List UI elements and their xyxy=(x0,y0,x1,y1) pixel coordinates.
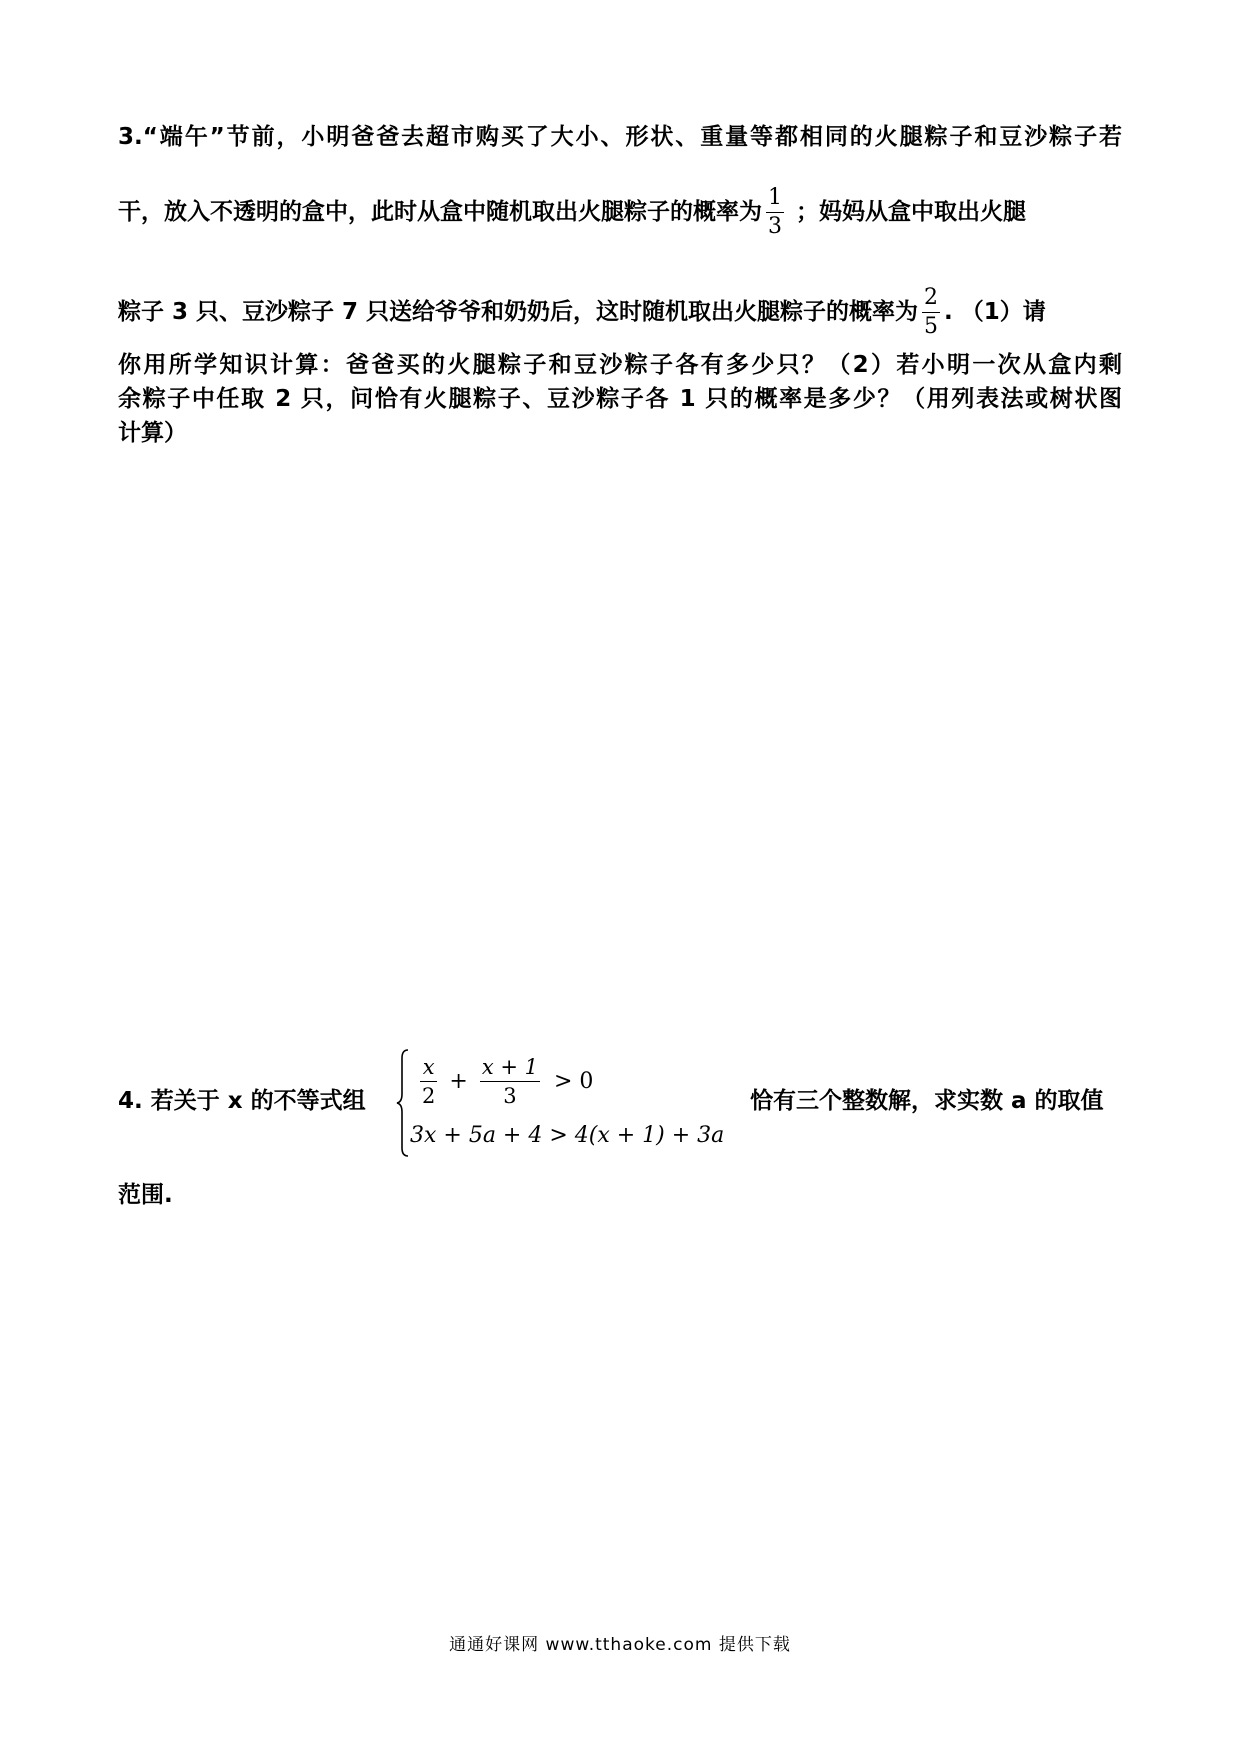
left-brace-icon xyxy=(396,1048,410,1158)
page-footer: 通通好课网 www.tthaoke.com 提供下载 xyxy=(449,1635,791,1655)
fraction-bar xyxy=(480,1081,540,1082)
q4-lead xyxy=(118,1086,366,1116)
fraction-numerator: 2 xyxy=(924,285,939,310)
fraction-bar xyxy=(922,312,940,313)
fraction-denominator: 3 xyxy=(768,214,782,239)
fraction-numerator: 1 xyxy=(768,185,782,210)
q3-line-3-text-b: . （1）请 xyxy=(944,299,1046,325)
q3-line-3-text-a: 粽子 3 只、豆沙粽子 7 只送给爷爷和奶奶后，这时随机取出火腿粽子的概率为 xyxy=(118,299,919,325)
fraction-denominator: 3 xyxy=(503,1083,517,1108)
inequality-1 xyxy=(416,1048,593,1114)
q3-line-2 xyxy=(118,186,1122,239)
q3-line-1 xyxy=(118,122,1122,152)
q3-line-4 xyxy=(118,350,1122,380)
inequality-1-rhs: > 0 xyxy=(553,1068,594,1094)
q3-line-5-text: 余粽子中任取 2 只，问恰有火腿粽子、豆沙粽子各 1 只的概率是多少？（用列表法或树状图 xyxy=(118,386,1122,412)
q3-line-2-text-b: ；妈妈从盒中取出火腿 xyxy=(796,199,1026,225)
fraction-denominator: 5 xyxy=(924,314,939,339)
inequality-2: 3x + 5a + 4 > 4(x + 1) + 3a xyxy=(410,1123,725,1148)
fraction-numerator: x + 1 xyxy=(481,1054,538,1079)
fraction-bar xyxy=(766,212,784,213)
q3-line-3 xyxy=(118,286,1122,339)
q3-line-4-text: 你用所学知识计算：爸爸买的火腿粽子和豆沙粽子各有多少只？（2）若小明一次从盒内剩 xyxy=(118,352,1122,378)
q3-line-6-text: 计算） xyxy=(118,420,187,446)
inequality-system xyxy=(396,1048,726,1158)
fraction-two-fifths xyxy=(922,286,940,339)
q4-line-2 xyxy=(118,1180,1122,1210)
q3-line-6 xyxy=(118,418,1122,448)
fraction-bar xyxy=(420,1081,437,1082)
fraction-x-plus-1-over-3 xyxy=(480,1055,540,1108)
q4-line-2-text: 范围. xyxy=(118,1182,173,1208)
fraction-denominator: 2 xyxy=(422,1083,436,1108)
q4-tail xyxy=(750,1086,1122,1116)
q3-line-2-text-a: 干，放入不透明的盒中，此时从盒中随机取出火腿粽子的概率为 xyxy=(118,199,762,225)
q3-line-1-text: 3.“端午”节前，小明爸爸去超市购买了大小、形状、重量等都相同的火腿粽子和豆沙粽子若 xyxy=(118,124,1122,150)
q3-line-5 xyxy=(118,384,1122,414)
q4-lead-text: 4. 若关于 x 的不等式组 xyxy=(118,1088,366,1114)
q4-tail-text: 恰有三个整数解，求实数 a 的取值 xyxy=(750,1088,1104,1114)
fraction-one-third xyxy=(766,186,784,239)
fraction-x-over-2 xyxy=(420,1055,437,1108)
fraction-numerator: x xyxy=(422,1054,435,1079)
plus-sign: + xyxy=(449,1068,468,1094)
